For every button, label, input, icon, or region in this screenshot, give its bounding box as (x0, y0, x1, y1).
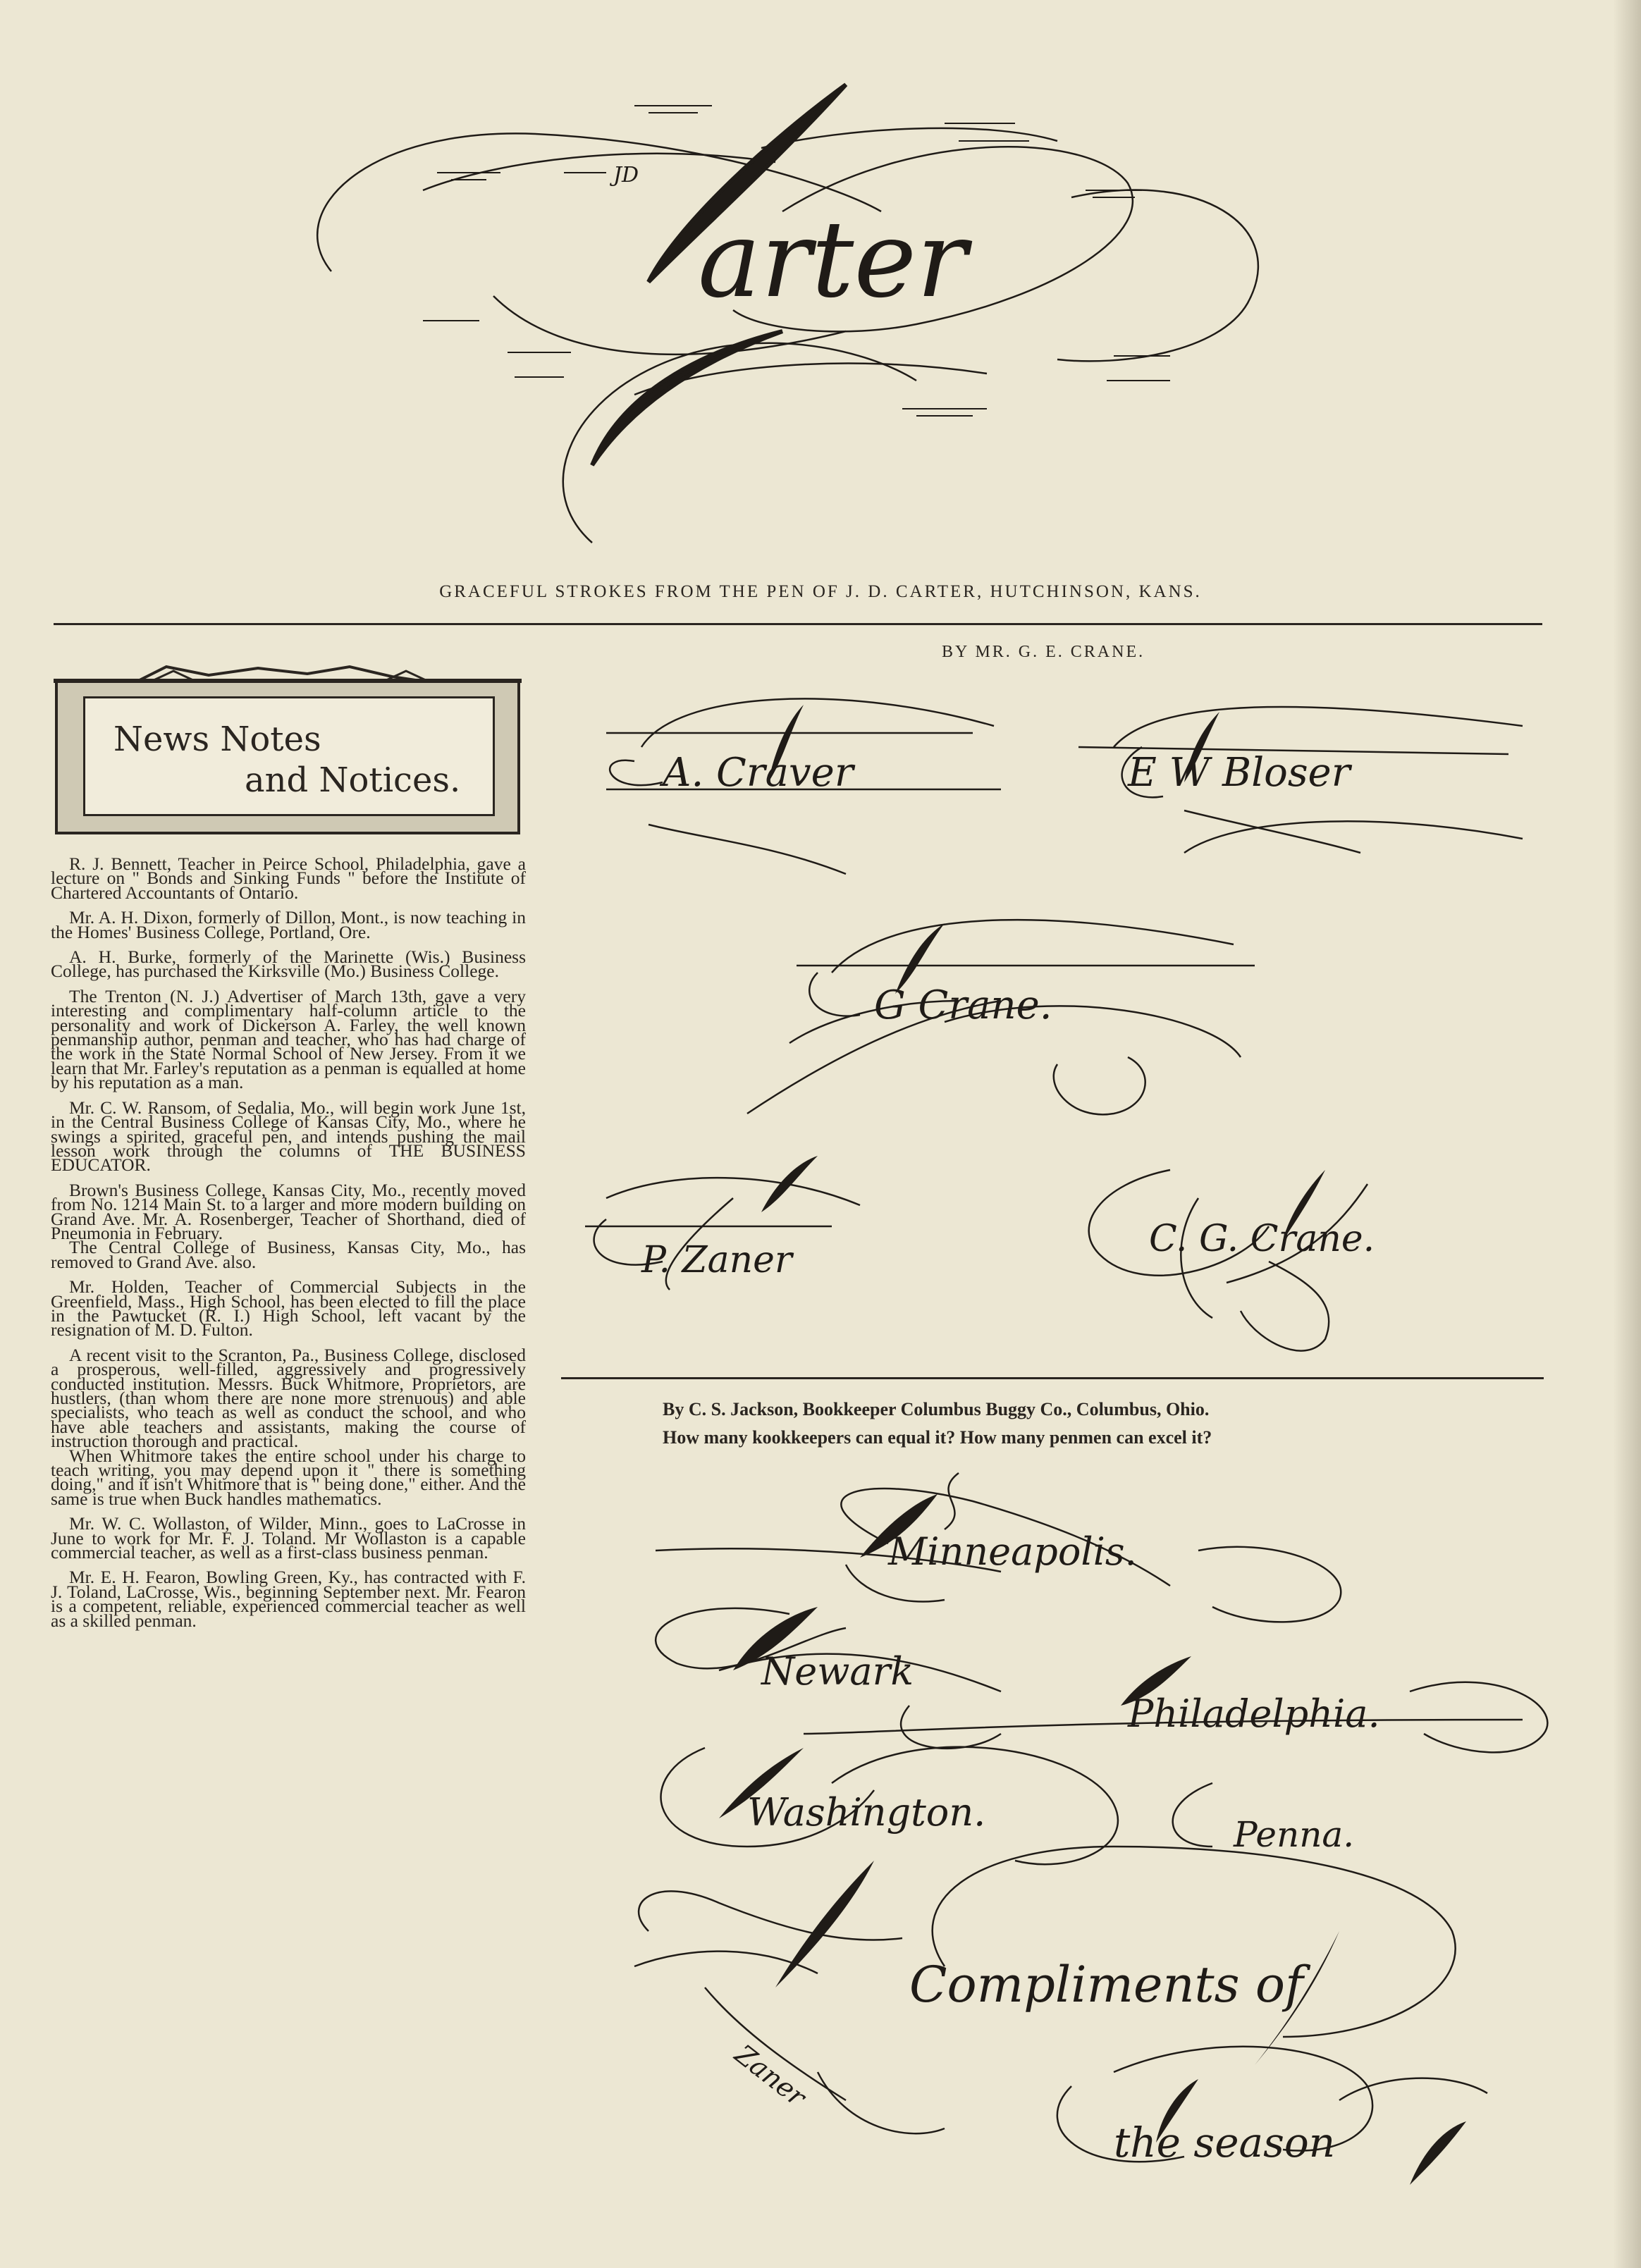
script-zaner: Zaner (729, 2038, 812, 2113)
signature-crane-2: C. G. Crane. (1149, 1218, 1375, 1260)
news-paragraph: The Trenton (N. J.) Advertiser of March 13th, gave a very interesting and complimentary half-column article to the personality and work of Dickerson A. Farley, the well known penmanship author, penman and teacher, who has had charge of the work in the State Normal School of New Jersey. From it we learn that Mr. Farley's reputation as a penman is equalled at home by his reputation as a man. (51, 985, 526, 1093)
news-paragraph: Brown's Business College, Kansas City, Mo., recently moved from No. 1214 Main St. to a larger and more modern building on Grand Ave. Mr. A. Rosenberger, Teacher of Shorthand, died of Pneumonia in February. (51, 1179, 526, 1243)
carter-name-script: arter (698, 199, 967, 321)
news-paragraph: Mr. A. H. Dixon, formerly of Dillon, Mont., is now teaching in the Homes' Business College, Portland, Ore. (51, 907, 526, 942)
news-notes-column (51, 853, 526, 1639)
news-paragraph: When Whitmore takes the entire school under his charge to teach writing, you may depend upon it " there is something doing," and it isn't Whitmore that is " being done," either. And the same is true when Buck handles mathematics. (51, 1445, 526, 1509)
signature-bloser: E W Bloser (1128, 750, 1351, 796)
script-the-season: the season (1114, 2119, 1336, 2167)
news-title-panel (83, 696, 495, 816)
news-paragraph: The Central College of Business, Kansas City, Mo., has removed to Grand Ave. also. (51, 1237, 526, 1272)
news-paragraph: Mr. Holden, Teacher of Commercial Subjects in the Greenfield, Mass., High School, has been elected to fill the place in the Pawtucket (R. I.) High School, left vacant by the resignation of M. D. Fulton. (51, 1276, 526, 1341)
news-paragraph: A. H. Burke, formerly of the Marinette (Wis.) Business College, has purchased the Kirksville (Mo.) Business College. (51, 947, 526, 982)
news-paragraph: A recent visit to the Scranton, Pa., Business College, disclosed a prosperous, well-filled, aggressively and progressively conducted institution. Messrs. Buck Whitmore, Proprietors, are hustlers, (than whom there are none more strenuous) and able specialists, who teach as well as conduct the school, and who have able teachers and assistants, making the course of instruction thorough and practical. (51, 1344, 526, 1452)
script-philadelphia: Philadelphia. (1128, 1691, 1380, 1736)
script-newark: Newark (761, 1649, 914, 1694)
news-title-line2: and Notices. (245, 760, 461, 800)
carter-small-monogram: JD (613, 163, 639, 187)
jackson-script-specimen (578, 1452, 1579, 2241)
script-compliments-of: Compliments of (909, 1956, 1303, 2014)
carter-flourish (0, 0, 1641, 578)
signature-zaner: P. Zaner (641, 1239, 792, 1281)
signature-crane: G Crane. (874, 982, 1052, 1028)
news-paragraph: Mr. E. H. Fearon, Bowling Green, Ky., has contracted with F. J. Toland, LaCrosse, Wis., beginning September next. Mr. Fearon is a competent, reliable, experienced commercial teacher as well as a skilled penman. (51, 1567, 526, 1631)
script-penna: Penna. (1234, 1814, 1355, 1855)
section-divider (54, 623, 1542, 625)
crane-jackson-divider (561, 1377, 1544, 1379)
signature-craver: A. Craver (663, 750, 854, 796)
jackson-credit-line2: How many kookkeepers can equal it? How many penmen can excel it? (663, 1427, 1212, 1448)
news-paragraph: Mr. C. W. Ransom, of Sedalia, Mo., will begin work June 1st, in the Central Business College of Kansas City, Mo., where he swings a spirited, graceful pen, and intends pushing the mail lesson work through the columns of THE BUSINESS EDUCATOR. (51, 1097, 526, 1176)
jackson-credit (620, 1395, 1593, 1452)
news-title-line1: News Notes (113, 720, 321, 759)
jackson-credit-line1: By C. S. Jackson, Bookkeeper Columbus Buggy Co., Columbus, Ohio. (663, 1399, 1210, 1419)
carter-caption: GRACEFUL STROKES FROM THE PEN OF J. D. CARTER, HUTCHINSON, KANS. (439, 582, 1202, 601)
script-minneapolis: Minneapolis. (888, 1529, 1137, 1574)
news-notes-heading-box (54, 662, 522, 836)
news-paragraph: Mr. W. C. Wollaston, of Wilder, Minn., goes to LaCrosse in June to work for Mr. F. J. Toland. Mr Wollaston is a capable commercial teacher, as well as a first-class business penman. (51, 1513, 526, 1563)
news-paragraph: R. J. Bennett, Teacher in Peirce School, Philadelphia, gave a lecture on " Bonds and Sinking Funds " before the Institute of Chartered Accountants of Ontario. (51, 853, 526, 903)
crane-signatures (564, 662, 1551, 1367)
script-washington: Washington. (747, 1790, 986, 1835)
crane-byline: BY MR. G. E. CRANE. (942, 643, 1145, 661)
